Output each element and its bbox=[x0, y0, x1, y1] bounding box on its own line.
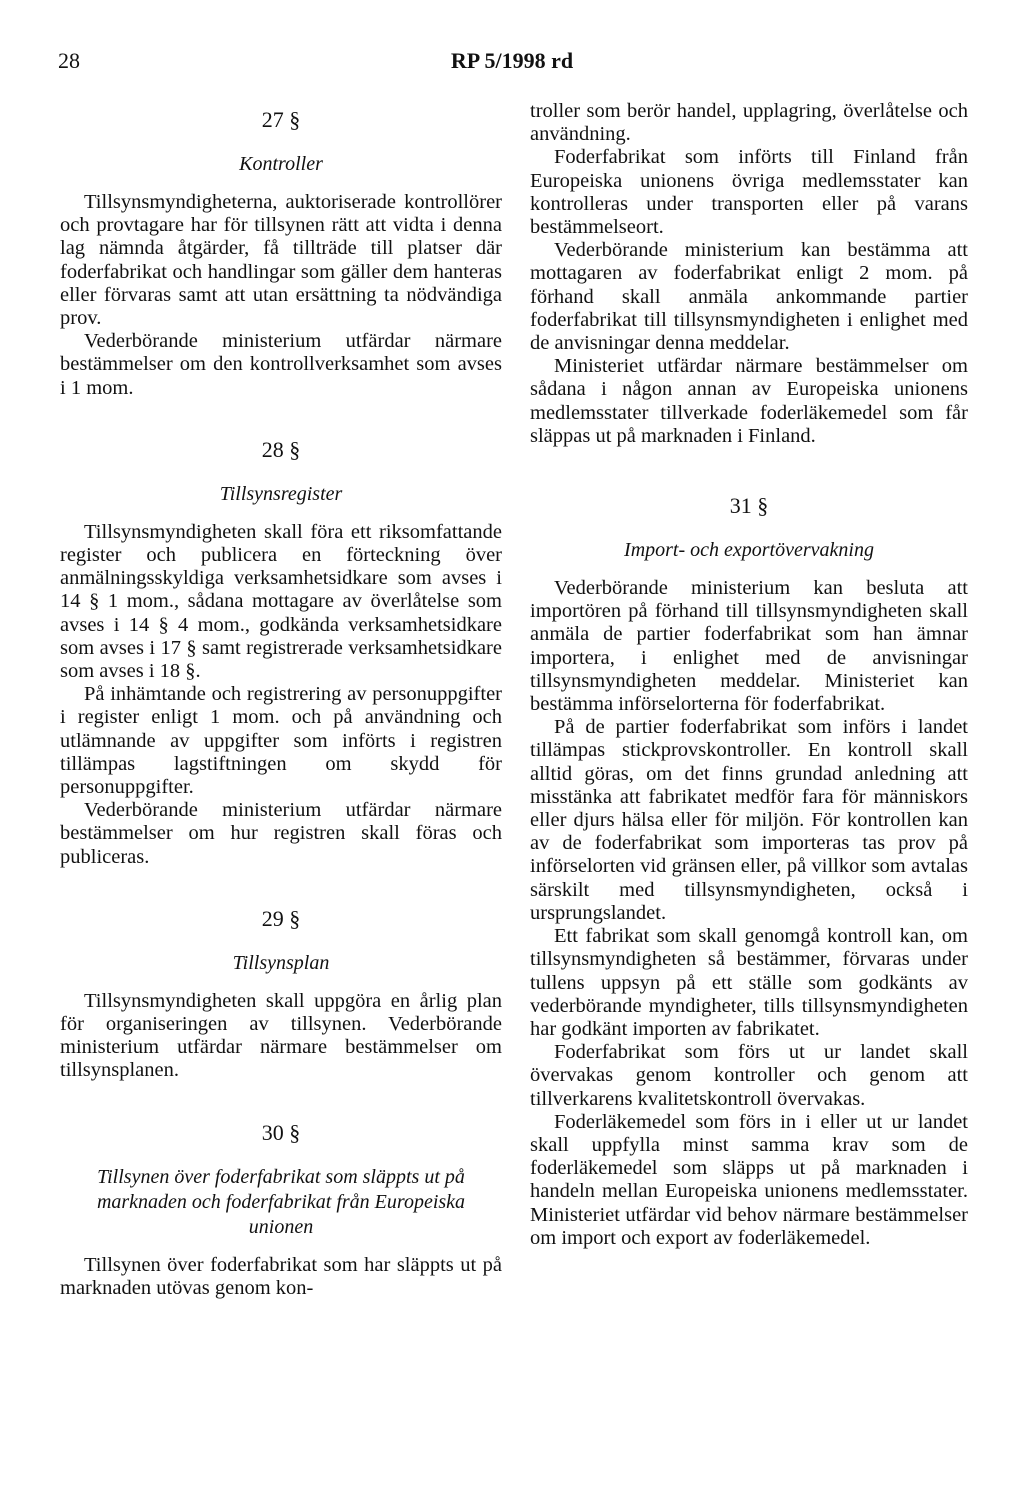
section-28-paragraph: Vederbörande ministerium utfärdar närmare bestämmelser om hur registren skall föras och publiceras. bbox=[60, 799, 502, 868]
section-30-continued-paragraph: Vederbörande ministerium kan bestämma att mottagaren av foderfabrikat enligt 2 mom. på förhand skall anmäla ankommande partier foderfabrikat till tillsynsmyndigheten i enlighet med de anvisningar denna meddelar. bbox=[530, 239, 968, 355]
section-30-number: 30 § bbox=[261, 1119, 301, 1145]
section-27-title: Kontroller bbox=[239, 153, 323, 175]
section-28-title: Tillsynsregister bbox=[219, 482, 343, 505]
right-column bbox=[530, 100, 968, 1250]
section-27-paragraph: Vederbörande ministerium utfärdar närmare bestämmelser om den kontrollverksamhet som avses i 1 mom. bbox=[60, 330, 502, 399]
section-31-paragraph: Foderläkemedel som förs in i eller ut ur landet skall uppfylla minst samma krav som de foderläkemedel som släpps ut på marknaden i handeln mellan Europeiska unionens medlemsstater. Ministeriet utfärdar vid behov närmare bestämmelser om import och export av foderläkemedel. bbox=[530, 1110, 968, 1249]
section-28-number: 28 § bbox=[261, 436, 301, 462]
section-27-number: 27 § bbox=[261, 107, 301, 132]
section-30-title: Tillsynen över foderfabrikat som släppts ut på marknaden och foderfabrikat från Europeiska unionen bbox=[96, 1165, 466, 1238]
section-29-number: 29 § bbox=[261, 905, 301, 931]
page-number: 28 bbox=[58, 48, 80, 73]
section-27-paragraph: Tillsynsmyndigheterna, auktoriserade kontrollörer och provtagare har för tillsynen rätt att vidta i denna lag nämnda åtgärder, få tillträde till platser där foderfabrikat och handlingar som gäller dem hanteras eller förvaras samt att utan ersättning ta nödvändiga prov. bbox=[60, 191, 502, 330]
section-29-title: Tillsynsplan bbox=[232, 951, 330, 974]
section-28-paragraph: På inhämtande och registrering av personuppgifter i register enligt 1 mom. och på användning och utlämnande av uppgifter som införts i registren tillämpas lagstiftningen om skydd för personuppgifter. bbox=[60, 683, 502, 799]
section-31-title: Import- och exportövervakning bbox=[624, 539, 874, 562]
section-31-paragraph: Ett fabrikat som skall genomgå kontroll kan, om tillsynsmyndigheten så bestämmer, förvaras under tullens uppsyn på ett ställe som godkänts av vederbörande myndigheter, tills tillsynsmyndigheten har godkänt importen av fabrikatet. bbox=[530, 925, 968, 1040]
section-30-continued-paragraph: troller som berör handel, upplagring, överlåtelse och användning. bbox=[530, 100, 968, 146]
running-head: RP 5/1998 rd bbox=[450, 48, 574, 73]
section-31-paragraph: På de partier foderfabrikat som införs i landet tillämpas stickprovskontroller. En kontroll skall alltid göras, om det finns grundad anledning att misstänka att fabrikatet medför fara för människors eller djurs hälsa eller för miljön. För kontrollen kan av de foderfabrikat som importeras tas prov på införselorten vid gränsen eller, på villkor som avtalas särskilt med tillsynsmyndigheten, också i ursprungslandet. bbox=[530, 716, 968, 924]
section-30-continued-paragraph: Ministeriet utfärdar närmare bestämmelser om sådana i någon annan av Europeiska unionens medlemsstater tillverkade foderläkemedel som får släppas ut på marknaden i Finland. bbox=[530, 355, 968, 447]
section-30-paragraph: Tillsynen över foderfabrikat som har släppts ut på marknaden utövas genom kon- bbox=[60, 1253, 502, 1299]
section-31-number: 31 § bbox=[729, 493, 769, 519]
section-31-paragraph: Foderfabrikat som förs ut ur landet skall övervakas genom kontroller och genom att tillverkarens kvalitetskontroll övervakas. bbox=[530, 1041, 968, 1110]
section-29-paragraph: Tillsynsmyndigheten skall uppgöra en årlig plan för organiseringen av tillsynen. Vederbörande ministerium utfärdar närmare bestämmelser om tillsynsplanen. bbox=[60, 989, 502, 1082]
left-column bbox=[60, 100, 502, 1300]
section-30-continued-paragraph: Foderfabrikat som införts till Finland från Europeiska unionens övriga medlemsstater kan kontrolleras under transporten eller på varans bestämmelseort. bbox=[530, 146, 968, 239]
section-31-paragraph: Vederbörande ministerium kan besluta att importören på förhand till tillsynsmyndigheten skall anmäla de partier foderfabrikat som han ämnar importera, i enlighet med de anvisningar tillsynsmyndigheten meddelar. Ministeriet kan bestämma införselorterna för foderfabrikat. bbox=[530, 577, 968, 716]
section-28-paragraph: Tillsynsmyndigheten skall föra ett riksomfattande register och publicera en förteckning över anmälningsskyldiga verksamhetsidkare som avses i 14 § 1 mom., sådana mottagare av överlåtelse som avses i 14 § 4 mom., godkända verksamhetsidkare som avses i 17 § samt registrerade verksamhetsidkare som avses i 18 §. bbox=[60, 520, 502, 683]
